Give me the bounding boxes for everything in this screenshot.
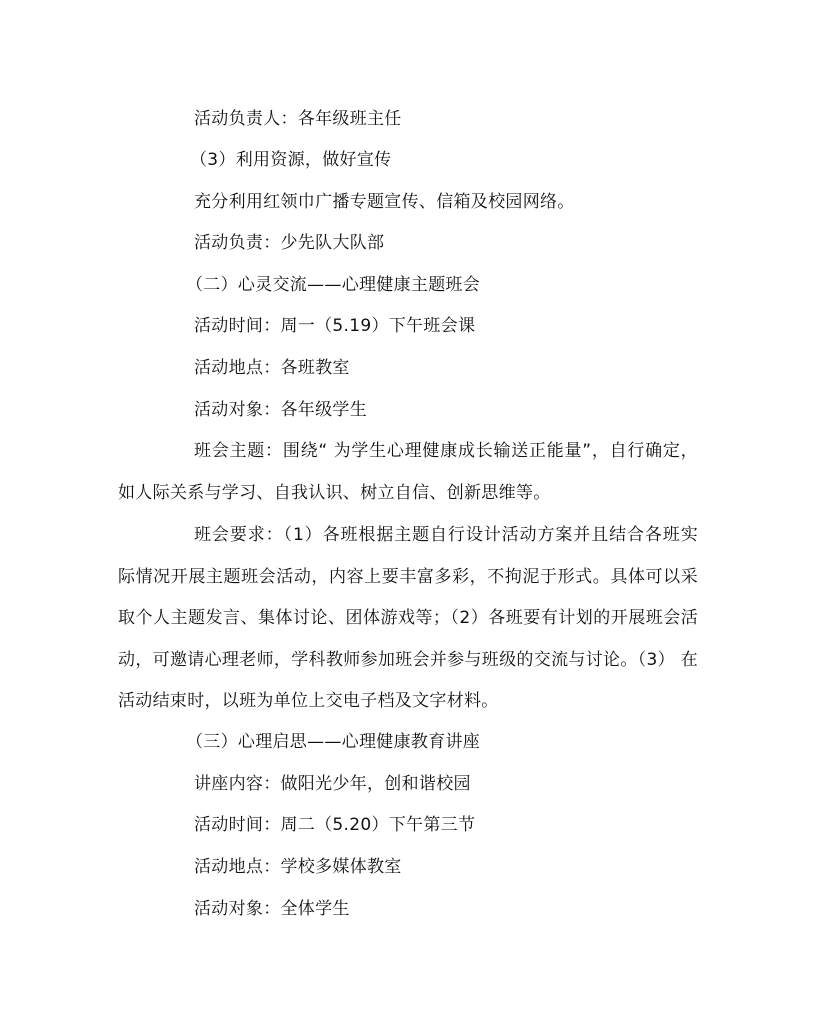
- text-line-lecture-location: 活动地点：学校多媒体教室: [194, 857, 402, 877]
- text-line-time: 活动时间：周一（5.19）下午班会课: [194, 316, 476, 336]
- text-line-organizer: 活动负责：少先队大队部: [194, 233, 385, 253]
- text-line-publicity-heading: （3）利用资源，做好宣传: [190, 150, 392, 170]
- text-line-audience: 活动对象：各年级学生: [194, 400, 367, 420]
- text-line-location: 活动地点：各班教室: [194, 358, 350, 378]
- text-line-lecture-time: 活动时间：周二（5.20）下午第三节: [194, 815, 476, 835]
- section-heading-lecture: （三）心理启思——心理健康教育讲座: [186, 732, 481, 752]
- text-line-lecture-audience: 活动对象：全体学生: [194, 899, 350, 919]
- paragraph-class-theme: 班会主题：围绕“ 为学生心理健康成长输送正能量”，自行确定，如人际关系与学习、自我认识、树立自信、创新思维等。: [118, 441, 698, 503]
- text-line-responsible: 活动负责人：各年级班主任: [194, 109, 402, 129]
- section-heading-class-meeting: （二）心灵交流——心理健康主题班会: [186, 275, 481, 295]
- text-line-lecture-content: 讲座内容：做阳光少年，创和谐校园: [194, 774, 471, 794]
- text-line-broadcast: 充分利用红领巾广播专题宣传、信箱及校园网络。: [194, 192, 575, 212]
- paragraph-class-requirements: 班会要求：（1）各班根据主题自行设计活动方案并且结合各班实际情况开展主题班会活动，内容上要丰富多彩，不拘泥于形式。具体可以采取个人主题发言、集体讨论、团体游戏等；（2）各班要有计划的开展班会活动，可邀请心理老师，学科教师参加班会并参与班级的交流与讨论。（3） 在活动结束时，以班为单位上交电子档及文字材料。: [118, 525, 698, 711]
